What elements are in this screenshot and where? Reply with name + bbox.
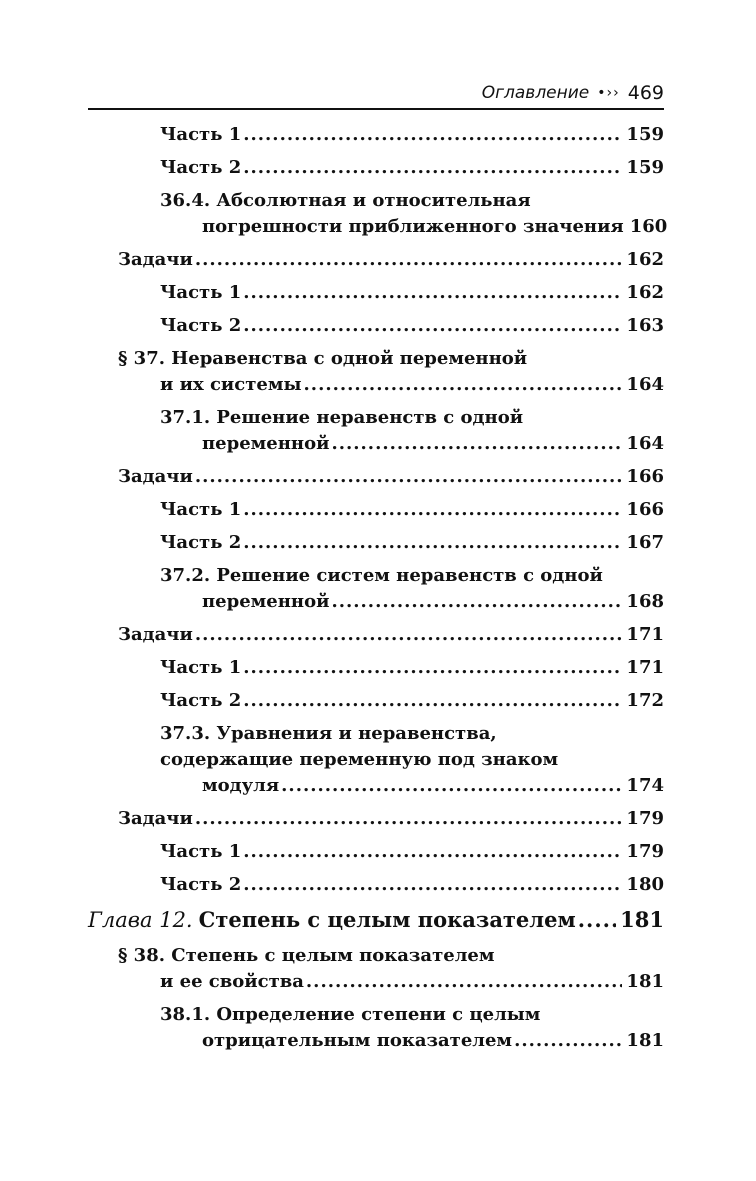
toc-page-number: 159 [626, 124, 664, 145]
dot-leader [331, 433, 622, 454]
toc-entry-text: 37.2. Решение систем неравенств с одной [160, 565, 603, 586]
toc-entry-text: переменной [202, 433, 330, 454]
toc-entry-leader-line [118, 808, 664, 834]
toc-page-number: 167 [626, 532, 664, 553]
toc-page-number: 168 [626, 591, 664, 612]
toc-entry-text: отрицательным показателем [202, 1030, 513, 1051]
dot-leader [195, 808, 623, 829]
toc-entry-text: Часть 2 [160, 157, 242, 178]
dot-leader [243, 532, 622, 553]
toc-entry[interactable] [0, 945, 756, 997]
toc-page-number: 159 [626, 157, 664, 178]
toc-entry-text: Часть 1 [160, 124, 242, 145]
toc-page-number: 180 [626, 874, 664, 895]
toc-page-number: 181 [626, 1030, 664, 1051]
toc-entry-text: переменной [202, 591, 330, 612]
toc-entry[interactable] [0, 874, 756, 900]
toc-entry-title-line [160, 407, 664, 433]
toc-page-number: 181 [626, 971, 664, 992]
toc-entry[interactable] [0, 348, 756, 400]
toc-entry-leader-line [118, 374, 664, 400]
toc-entry-leader-line [118, 971, 664, 997]
toc-entry[interactable] [0, 565, 756, 617]
toc-entry-text: Часть 2 [160, 532, 242, 553]
toc-entry[interactable] [0, 841, 756, 867]
toc-page-number: 163 [626, 315, 664, 336]
toc-entry-leader-line [160, 216, 668, 242]
toc-entry-text: Часть 2 [160, 874, 242, 895]
toc-entry-text: Задачи [118, 249, 193, 270]
toc-entry-text: Задачи [118, 808, 193, 829]
dot-leader [243, 874, 622, 895]
toc-entry-text: Часть 1 [160, 499, 242, 520]
toc-entry[interactable] [0, 407, 756, 459]
table-of-contents [0, 124, 756, 1063]
toc-entry[interactable] [0, 499, 756, 525]
toc-entry-text: погрешности приближенного значения [202, 216, 624, 237]
dot-leader [331, 591, 622, 612]
toc-entry-text: Часть 2 [160, 315, 242, 336]
toc-entry-title-line [160, 1004, 664, 1030]
toc-page-number: 181 [620, 907, 664, 932]
toc-entry-title-line [160, 565, 664, 591]
toc-entry-leader-line [160, 499, 664, 525]
toc-entry-text: 37.1. Решение неравенств с одной [160, 407, 524, 428]
toc-page-number: 162 [626, 282, 664, 303]
ornament: •›› [597, 85, 620, 101]
dot-leader [243, 690, 622, 711]
toc-entry[interactable] [0, 315, 756, 341]
toc-page-number: 164 [626, 374, 664, 395]
toc-entry-text: § 37. Неравенства с одной переменной [118, 348, 528, 369]
chapter-title: Степень с целым показателем [198, 907, 576, 932]
toc-entry-text: Часть 2 [160, 690, 242, 711]
dot-leader [306, 971, 623, 992]
toc-page-number: 166 [626, 499, 664, 520]
toc-entry[interactable] [0, 624, 756, 650]
toc-entry-text: 37.3. Уравнения и неравенства, [160, 723, 497, 744]
dot-leader [195, 249, 623, 270]
page-number: 469 [627, 82, 664, 104]
toc-page-number: 172 [626, 690, 664, 711]
toc-chapter-line [88, 907, 664, 939]
toc-entry-leader-line [160, 841, 664, 867]
toc-entry-leader-line [118, 249, 664, 275]
toc-page-number: 160 [629, 216, 668, 237]
dot-leader [281, 775, 622, 796]
dot-leader [243, 657, 622, 678]
toc-entry-text: Часть 1 [160, 657, 242, 678]
dot-leader [243, 124, 622, 145]
toc-chapter[interactable] [0, 907, 756, 939]
toc-entry-title-line [160, 749, 664, 775]
toc-page-number: 179 [626, 841, 664, 862]
toc-entry[interactable] [0, 690, 756, 716]
toc-entry-leader-line [160, 433, 664, 459]
toc-page-number: 179 [626, 808, 664, 829]
toc-entry-text: Задачи [118, 624, 193, 645]
dot-leader [243, 499, 622, 520]
toc-entry[interactable] [0, 723, 756, 801]
toc-entry-title-line [118, 348, 664, 374]
toc-entry-title-line [118, 945, 664, 971]
toc-entry-leader-line [160, 1030, 664, 1056]
toc-page-number: 162 [626, 249, 664, 270]
toc-entry-text: Задачи [118, 466, 193, 487]
dot-leader [195, 466, 623, 487]
dot-leader [514, 1030, 622, 1051]
toc-entry-text: 38.1. Определение степени с целым [160, 1004, 541, 1025]
toc-entry-text: Часть 1 [160, 841, 242, 862]
toc-entry[interactable] [0, 466, 756, 492]
toc-entry[interactable] [0, 124, 756, 150]
toc-entry-text: 36.4. Абсолютная и относительная [160, 190, 531, 211]
dot-leader [304, 374, 623, 395]
dot-leader [243, 315, 622, 336]
toc-entry-title-line [160, 190, 664, 216]
toc-entry-leader-line [160, 282, 664, 308]
toc-entry-leader-line [160, 591, 664, 617]
toc-entry-leader-line [160, 157, 664, 183]
toc-entry-text: § 38. Степень с целым показателем [118, 945, 495, 966]
dot-leader [243, 841, 622, 862]
dot-leader [578, 907, 616, 932]
toc-entry[interactable] [0, 157, 756, 183]
toc-entry-leader-line [160, 124, 664, 150]
dot-leader [243, 157, 622, 178]
toc-entry-leader-line [160, 532, 664, 558]
chapter-prefix: Глава 12. [88, 908, 193, 932]
toc-entry[interactable] [0, 1004, 756, 1056]
toc-entry-leader-line [118, 466, 664, 492]
toc-entry-text: и их системы [160, 374, 302, 395]
toc-entry[interactable] [0, 808, 756, 834]
toc-entry[interactable] [0, 249, 756, 275]
toc-entry-leader-line [160, 874, 664, 900]
toc-page-number: 171 [626, 624, 664, 645]
running-header-title: Оглавление [481, 83, 590, 103]
toc-entry[interactable] [0, 657, 756, 683]
toc-entry-leader-line [118, 624, 664, 650]
toc-entry-title-line [160, 723, 664, 749]
toc-entry[interactable] [0, 190, 756, 242]
dot-leader [195, 624, 623, 645]
toc-page-number: 171 [626, 657, 664, 678]
toc-page-number: 174 [626, 775, 664, 796]
toc-entry-leader-line [160, 657, 664, 683]
toc-entry-leader-line [160, 315, 664, 341]
toc-page-number: 166 [626, 466, 664, 487]
dot-leader [243, 282, 622, 303]
toc-entry[interactable] [0, 532, 756, 558]
toc-entry-text: модуля [202, 775, 280, 796]
toc-page-number: 164 [626, 433, 664, 454]
toc-entry-leader-line [160, 775, 664, 801]
toc-entry-leader-line [160, 690, 664, 716]
toc-entry-text: Часть 1 [160, 282, 242, 303]
toc-entry-text: и ее свойства [160, 971, 304, 992]
toc-entry[interactable] [0, 282, 756, 308]
toc-entry-text: содержащие переменную под знаком [160, 749, 559, 770]
running-header [88, 78, 664, 110]
